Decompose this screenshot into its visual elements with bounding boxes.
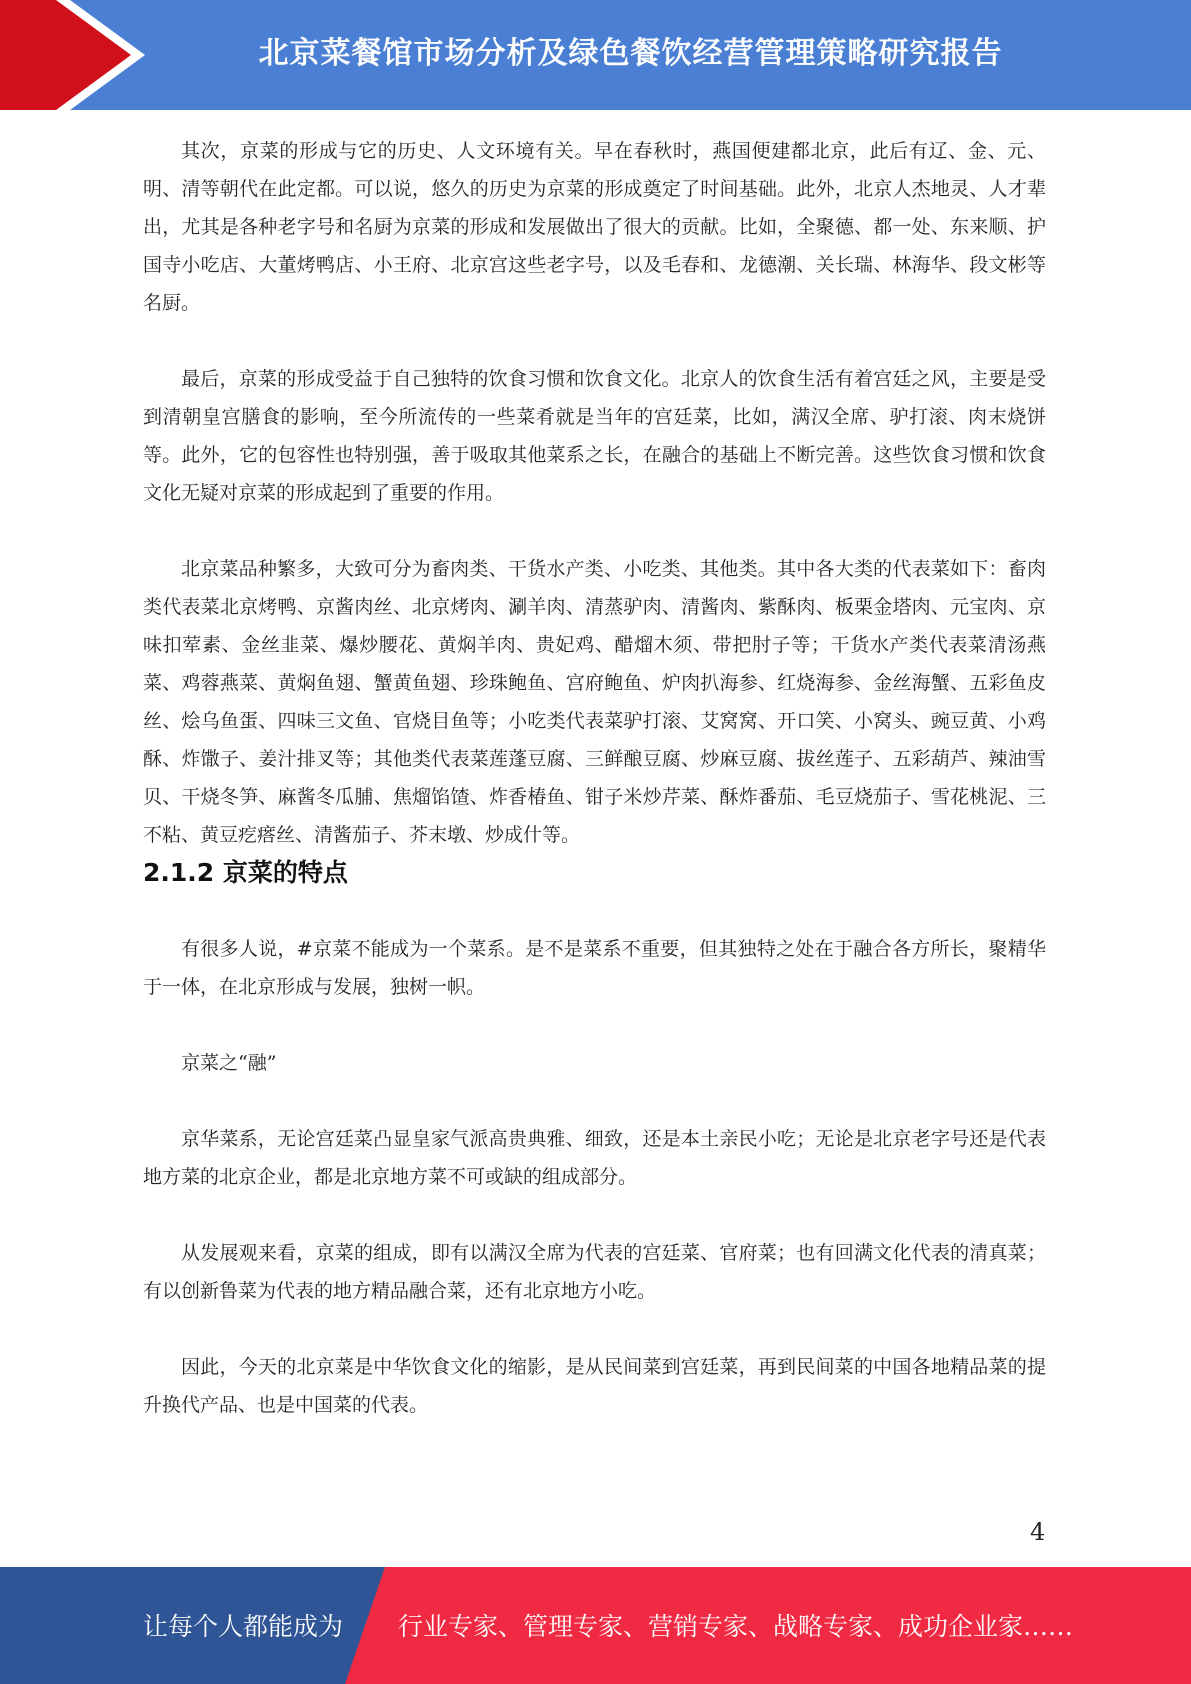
footer-slogan-right: 行业专家、管理专家、营销专家、战略专家、成功企业家……	[398, 1612, 1074, 1641]
document-body	[143, 132, 1046, 1424]
paragraph: 最后，京菜的形成受益于自己独特的饮食习惯和饮食文化。北京人的饮食生活有着宫廷之风，主要是受到清朝皇宫膳食的影响，至今所流传的一些菜肴就是当年的宫廷菜，比如，满汉全席、驴打滚、肉末烧饼等。此外，它的包容性也特别强，善于吸取其他菜系之长，在融合的基础上不断完善。这些饮食习惯和饮食文化无疑对京菜的形成起到了重要的作用。	[143, 368, 1046, 504]
paragraph: 有很多人说，#京菜不能成为一个菜系。是不是菜系不重要，但其独特之处在于融合各方所长，聚精华于一体，在北京形成与发展，独树一帜。	[143, 938, 1046, 998]
footer-slogan-left: 让每个人都能成为	[143, 1612, 344, 1641]
report-title: 北京菜餐馆市场分析及绿色餐饮经营管理策略研究报告	[258, 36, 1003, 71]
page-header	[0, 0, 1191, 110]
paragraph: 京华菜系，无论宫廷菜凸显皇家气派高贵典雅、细致，还是本土亲民小吃；无论是北京老字号还是代表地方菜的北京企业，都是北京地方菜不可或缺的组成部分。	[143, 1128, 1046, 1188]
page-footer	[0, 1567, 1191, 1684]
paragraph: 从发展观来看，京菜的组成，即有以满汉全席为代表的宫廷菜、官府菜；也有回满文化代表的清真菜；有以创新鲁菜为代表的地方精品融合菜，还有北京地方小吃。	[143, 1242, 1046, 1302]
paragraph: 因此，今天的北京菜是中华饮食文化的缩影，是从民间菜到宫廷菜，再到民间菜的中国各地精品菜的提升换代产品、也是中国菜的代表。	[143, 1356, 1046, 1416]
section-heading: 2.1.2 京菜的特点	[143, 858, 348, 887]
paragraph: 京菜之“融”	[181, 1052, 277, 1074]
paragraph: 北京菜品种繁多，大致可分为畜肉类、干货水产类、小吃类、其他类。其中各大类的代表菜如下：畜肉类代表菜北京烤鸭、京酱肉丝、北京烤肉、涮羊肉、清蒸驴肉、清酱肉、紫酥肉、板栗金塔肉、元宝肉、京味扣荤素、金丝韭菜、爆炒腰花、黄焖羊肉、贵妃鸡、醋熘木须、带把肘子等；干货水产类代表菜清汤燕菜、鸡蓉燕菜、黄焖鱼翅、蟹黄鱼翅、珍珠鲍鱼、宫府鲍鱼、炉肉扒海参、红烧海参、金丝海蟹、五彩鱼皮丝、烩乌鱼蛋、四味三文鱼、官烧目鱼等；小吃类代表菜驴打滚、艾窝窝、开口笑、小窝头、豌豆黄、小鸡酥、炸馓子、姜汁排叉等；其他类代表菜莲蓬豆腐、三鲜酿豆腐、炒麻豆腐、拔丝莲子、五彩葫芦、辣油雪贝、干烧冬笋、麻酱冬瓜脯、焦熘馅馇、炸香椿鱼、钳子米炒芹菜、酥炸番茄、毛豆烧茄子、雪花桃泥、三不粘、黄豆疙瘩丝、清酱茄子、芥末墩、炒成什等。	[143, 558, 1046, 846]
paragraph: 其次，京菜的形成与它的历史、人文环境有关。早在春秋时，燕国便建都北京，此后有辽、金、元、明、清等朝代在此定都。可以说，悠久的历史为京菜的形成奠定了时间基础。此外，北京人杰地灵、人才辈出，尤其是各种老字号和名厨为京菜的形成和发展做出了很大的贡献。比如，全聚德、都一处、东来顺、护国寺小吃店、大董烤鸭店、小王府、北京宫这些老字号，以及毛春和、龙德潮、关长瑞、林海华、段文彬等名厨。	[143, 140, 1046, 314]
page-number: 4	[1030, 1518, 1046, 1546]
